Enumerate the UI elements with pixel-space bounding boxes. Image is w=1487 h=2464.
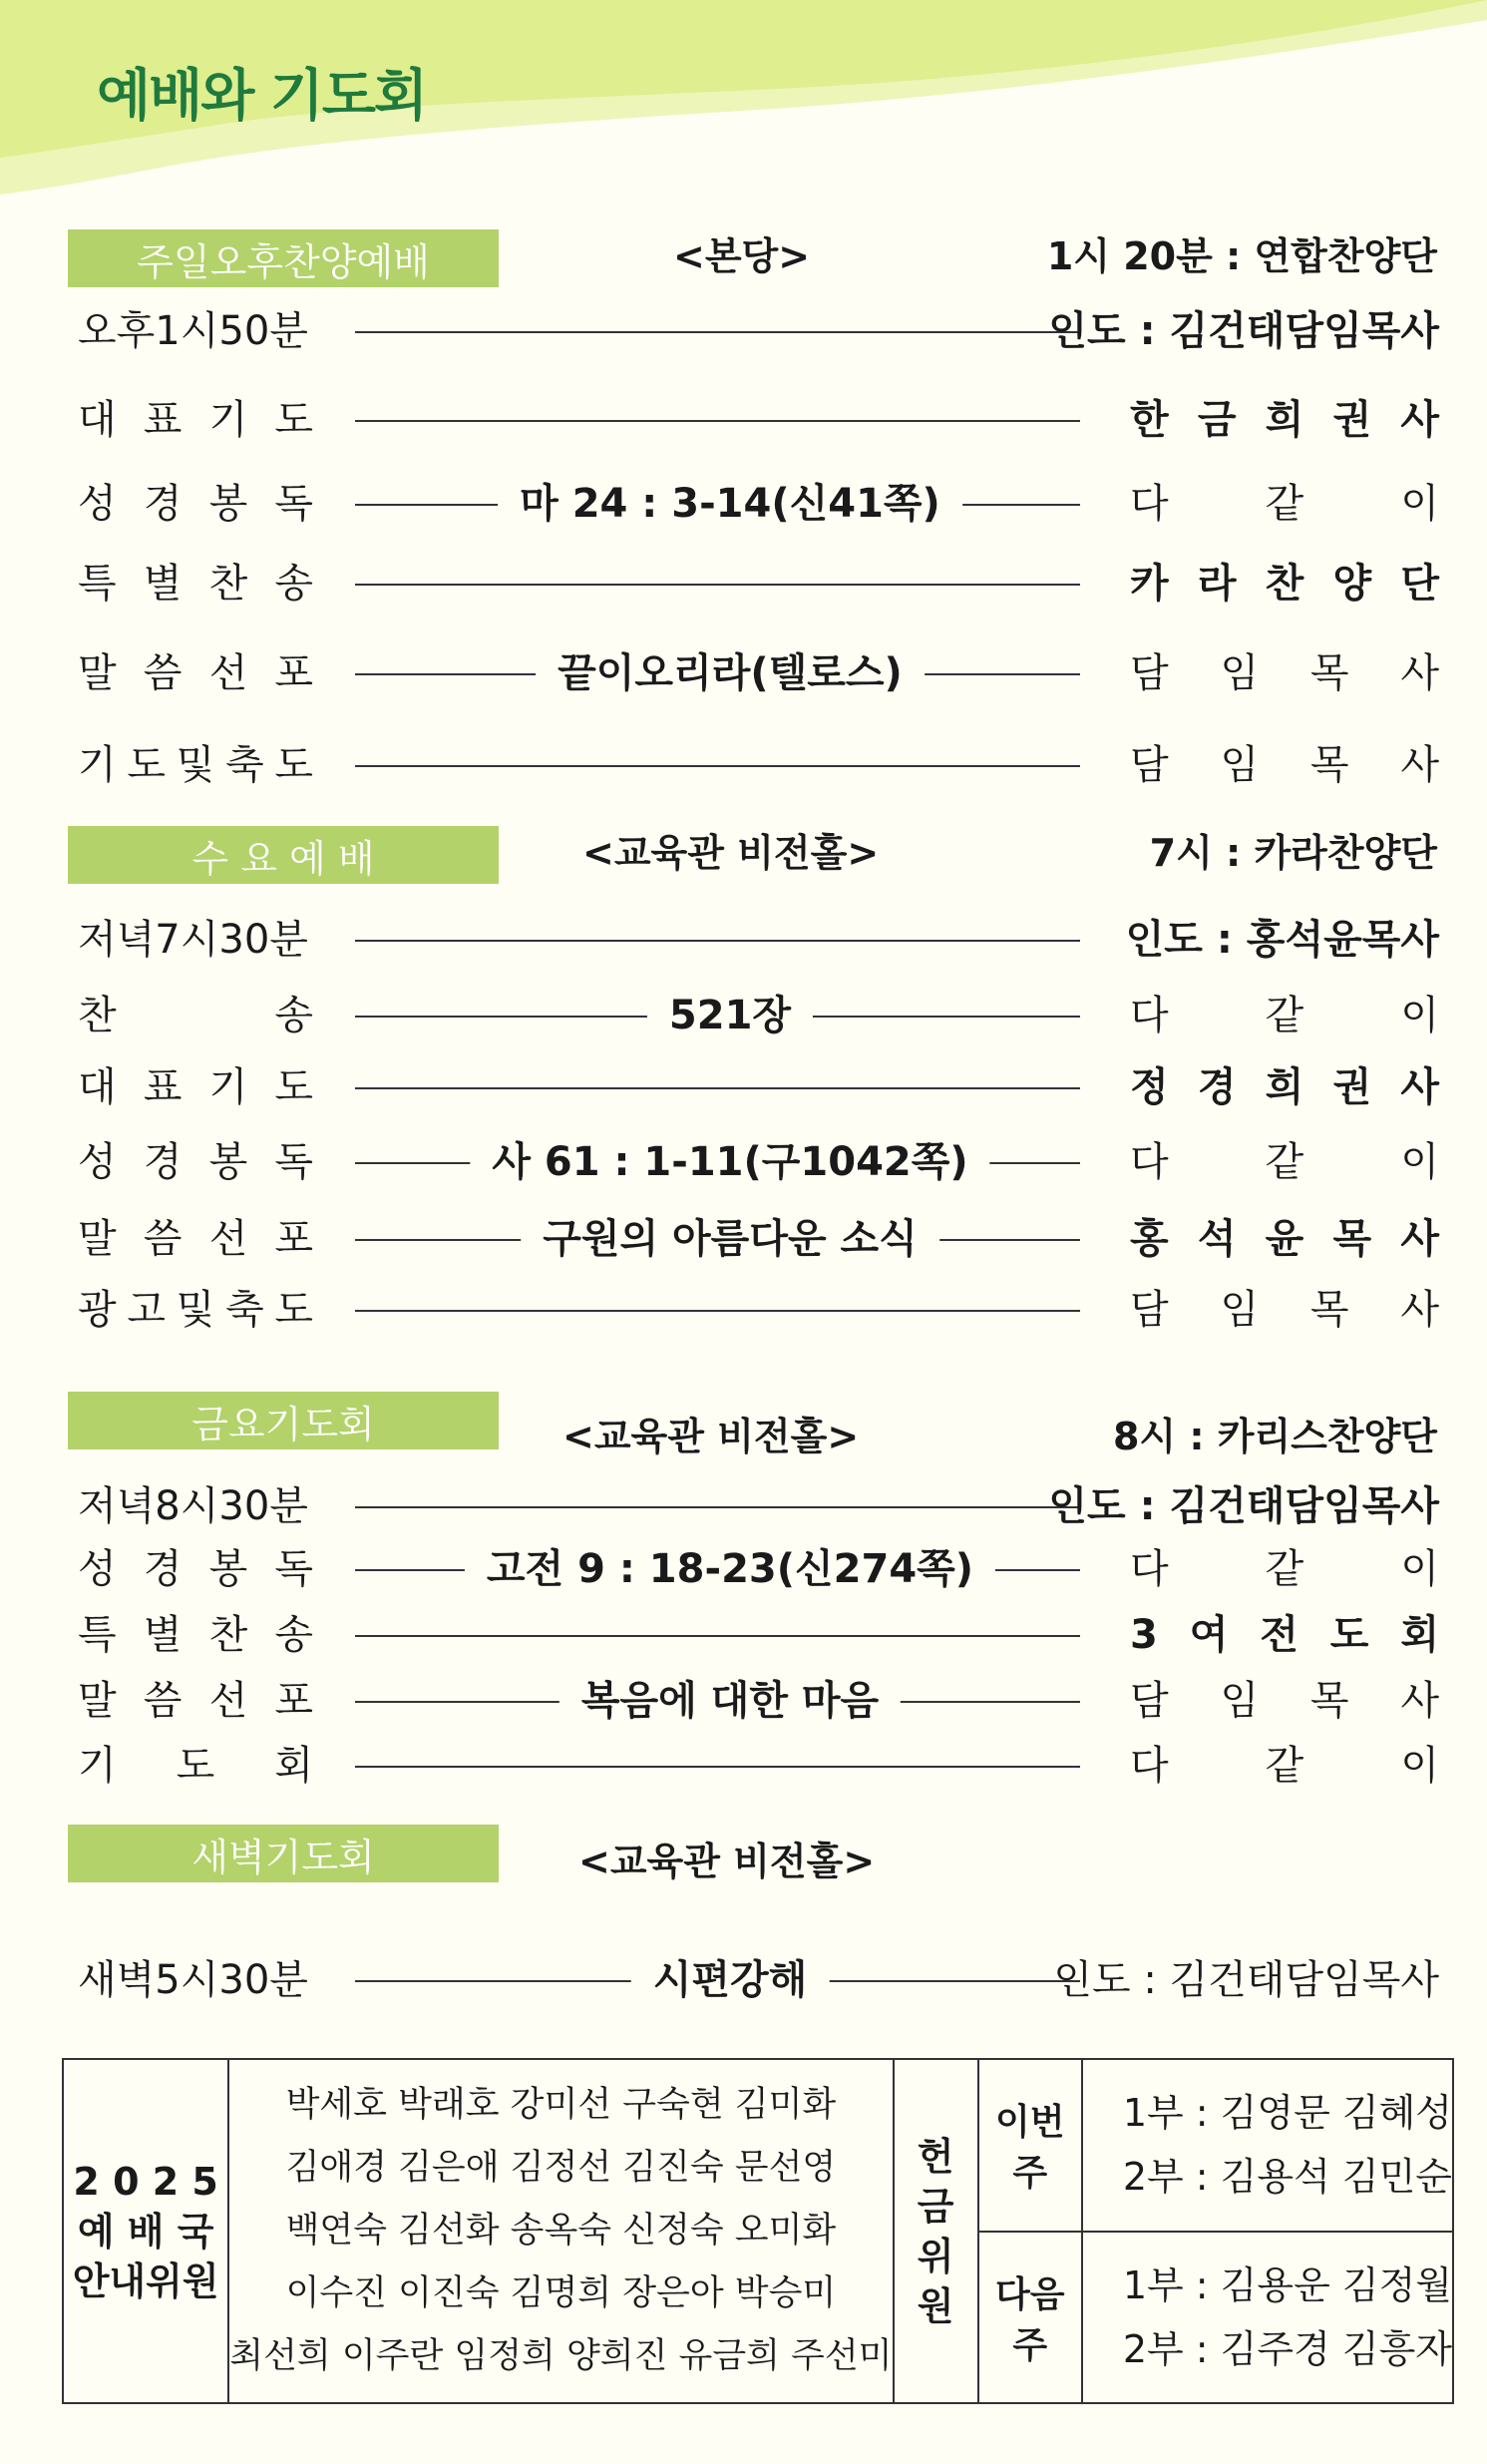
schedule-row xyxy=(0,730,1487,800)
venue: <교육관 비전홀> xyxy=(582,831,880,875)
names-line: 백연숙 김선화 송옥숙 신정숙 오미화 xyxy=(285,2211,837,2251)
section-tag: 수 요 예 배 xyxy=(68,826,499,884)
row-line xyxy=(355,940,1080,942)
shift-line: 2부 : 김용석 김민순 xyxy=(1122,2155,1452,2200)
offering-char: 원 xyxy=(917,2283,954,2328)
schedule-row xyxy=(0,638,1487,708)
schedule-row xyxy=(0,1204,1487,1274)
row-right: 3 여 전 도 회 xyxy=(1130,1612,1439,1658)
row-line xyxy=(355,765,1080,767)
schedule-row xyxy=(0,981,1487,1050)
row-right: 담 임 목 사 xyxy=(1130,742,1439,788)
row-right: 한 금 희 권 사 xyxy=(1130,397,1439,443)
row-right: 인도 : 김건태담임목사 xyxy=(1048,308,1439,354)
row-label: 특 별 찬 송 xyxy=(78,561,313,607)
row-label: 저녁8시30분 xyxy=(78,1483,308,1529)
schedule-row xyxy=(0,549,1487,618)
offering-label xyxy=(894,2059,978,2403)
this-week-shifts xyxy=(1082,2059,1453,2232)
row-center: 사 61 : 1-11(구1042쪽) xyxy=(470,1127,989,1197)
committee-title xyxy=(63,2059,228,2403)
row-label: 대 표 기 도 xyxy=(78,1064,313,1110)
row-label: 저녁7시30분 xyxy=(78,917,308,963)
row-center: 시편강해 xyxy=(631,1945,830,2015)
names-line: 김애경 김은애 김정선 김진숙 문선영 xyxy=(285,2148,837,2188)
row-line xyxy=(355,1506,1080,1508)
venue: <교육관 비전홀> xyxy=(562,1415,860,1458)
row-right: 다 같 이 xyxy=(1130,481,1439,527)
row-center: 끝이오리라(텔로스) xyxy=(536,638,925,708)
names-line: 최선희 이주란 임정희 양희진 유금희 주선미 xyxy=(229,2336,893,2376)
section-tag: 금요기도회 xyxy=(68,1392,499,1449)
shift-line: 1부 : 김영문 김혜성 xyxy=(1122,2091,1452,2136)
row-label: 특 별 찬 송 xyxy=(78,1612,313,1658)
row-label: 광 고 및 축 도 xyxy=(78,1287,313,1333)
row-line xyxy=(355,420,1080,422)
row-center: 마 24 : 3-14(신41쪽) xyxy=(498,469,962,539)
venue: <교육관 비전홀> xyxy=(578,1840,876,1883)
schedule-row xyxy=(0,1127,1487,1197)
committee-role: 안내위원 xyxy=(72,2259,219,2303)
row-label: 성 경 봉 독 xyxy=(78,1546,313,1592)
offering-char: 금 xyxy=(917,2184,954,2229)
committee-dept: 예 배 국 xyxy=(77,2209,214,2254)
this-week-label: 이번주 xyxy=(978,2059,1082,2232)
row-label: 성 경 봉 독 xyxy=(78,481,313,527)
row-line xyxy=(355,1766,1080,1768)
row-right: 담 임 목 사 xyxy=(1130,1678,1439,1724)
row-line xyxy=(355,584,1080,586)
schedule-row xyxy=(0,905,1487,975)
row-right: 다 같 이 xyxy=(1130,1139,1439,1185)
page-title: 예배와 기도회 xyxy=(97,64,427,129)
shift-line: 2부 : 김주경 김흥자 xyxy=(1122,2326,1452,2371)
row-right: 정 경 희 권 사 xyxy=(1130,1064,1439,1110)
row-label: 말 씀 선 포 xyxy=(78,1216,313,1262)
schedule-row xyxy=(0,1945,1487,2015)
row-right: 다 같 이 xyxy=(1130,993,1439,1038)
section-tag: 주일오후찬양예배 xyxy=(68,229,499,287)
row-right: 다 같 이 xyxy=(1130,1743,1439,1789)
row-label: 말 씀 선 포 xyxy=(78,650,313,696)
row-center: 복음에 대한 마음 xyxy=(559,1666,901,1736)
next-week-label: 다음주 xyxy=(978,2232,1082,2404)
committee-table xyxy=(62,2058,1454,2404)
venue: <본당> xyxy=(673,234,811,278)
schedule-row xyxy=(0,1600,1487,1670)
row-line xyxy=(355,1310,1080,1312)
row-right: 홍 석 윤 목 사 xyxy=(1130,1216,1439,1262)
row-label: 찬 송 xyxy=(78,993,313,1038)
row-right: 다 같 이 xyxy=(1130,1546,1439,1592)
choir-time: 8시 : 카리스찬양단 xyxy=(1112,1415,1437,1458)
row-line xyxy=(355,331,1080,333)
names-line: 이수진 이진숙 김명희 장은아 박승미 xyxy=(285,2273,837,2313)
schedule-row xyxy=(0,1052,1487,1122)
schedule-row xyxy=(0,296,1487,366)
schedule-row xyxy=(0,1731,1487,1801)
offering-char: 위 xyxy=(917,2234,954,2278)
row-center: 구원의 아름다운 소식 xyxy=(521,1204,939,1274)
offering-char: 헌 xyxy=(917,2134,954,2179)
row-label: 기 도 회 xyxy=(78,1743,313,1789)
schedule-row xyxy=(0,469,1487,539)
row-label: 성 경 봉 독 xyxy=(78,1139,313,1185)
row-line xyxy=(355,1087,1080,1089)
row-right: 담 임 목 사 xyxy=(1130,650,1439,696)
row-right: 담 임 목 사 xyxy=(1130,1287,1439,1333)
shift-line: 1부 : 김용운 김정월 xyxy=(1122,2262,1452,2307)
choir-time: 7시 : 카라찬양단 xyxy=(1149,831,1437,875)
row-label: 말 씀 선 포 xyxy=(78,1678,313,1724)
row-label: 기 도 및 축 도 xyxy=(78,742,313,788)
row-right: 인도 : 김건태담임목사 xyxy=(1048,1483,1439,1529)
row-line xyxy=(355,1635,1080,1637)
next-week-shifts xyxy=(1082,2232,1453,2404)
schedule-row xyxy=(0,1275,1487,1345)
schedule-row xyxy=(0,1534,1487,1604)
row-right: 인도 : 홍석윤목사 xyxy=(1125,917,1439,963)
schedule-row xyxy=(0,1666,1487,1736)
names-line: 박세호 박래호 강미선 구숙현 김미화 xyxy=(285,2085,837,2125)
row-right: 카 라 찬 양 단 xyxy=(1130,561,1439,607)
row-label: 오후1시50분 xyxy=(78,308,308,354)
schedule-row xyxy=(0,1471,1487,1541)
row-center: 고전 9 : 18-23(신274쪽) xyxy=(465,1534,995,1604)
schedule-row xyxy=(0,385,1487,455)
committee-year: 2 0 2 5 xyxy=(73,2159,218,2204)
row-center: 521장 xyxy=(647,981,813,1050)
section-tag: 새벽기도회 xyxy=(68,1825,499,1882)
row-label: 대 표 기 도 xyxy=(78,397,313,443)
row-label: 새벽5시30분 xyxy=(78,1957,308,2003)
committee-names xyxy=(228,2059,893,2403)
choir-time: 1시 20분 : 연합찬양단 xyxy=(1046,234,1437,278)
row-right: 인도 : 김건태담임목사 xyxy=(1053,1957,1439,2003)
